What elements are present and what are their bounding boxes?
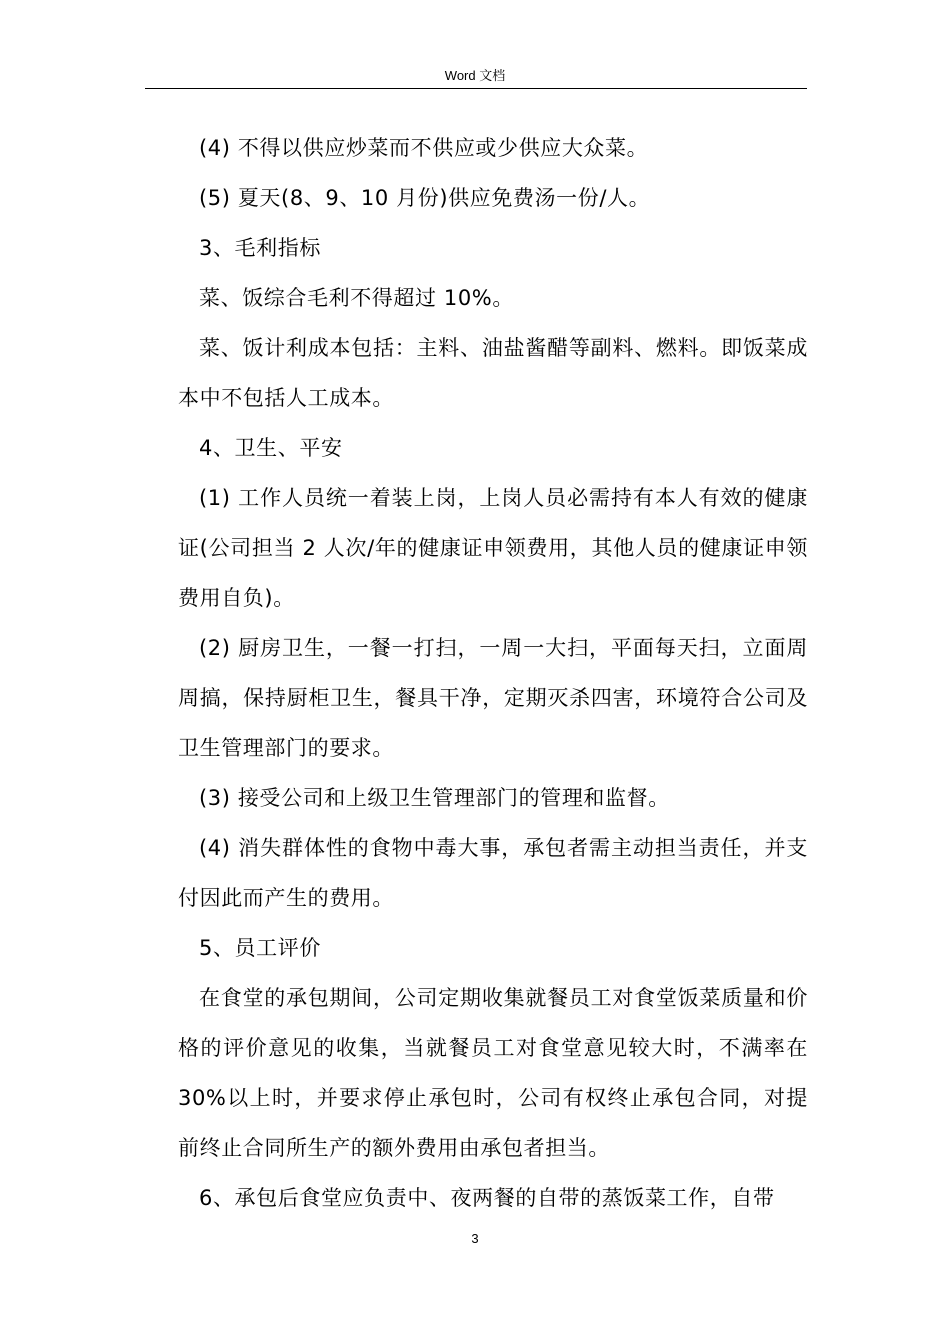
paragraph-item-5-free-soup: (5) 夏天(8、9、10 月份)供应免费汤一份/人。: [199, 186, 651, 210]
paragraph-staff-evaluation: 在食堂的承包期间，公司定期收集就餐员工对食堂饭菜质量和价格的评价意见的收集，当就餐员工对食堂意见较大时，不满率在 30%以上时，并要求停止承包时，公司有权终止承包合同，对提前终止合同所生产的额外费用由承包者担当。: [178, 986, 808, 1160]
paragraph-item-6-self-brought-meals: 6、承包后食堂应负责中、夜两餐的自带的蒸饭菜工作，自带: [199, 1186, 775, 1210]
paragraph-hygiene-item-3: (3) 接受公司和上级卫生管理部门的管理和监督。: [199, 786, 670, 810]
paragraph-cost-composition: 菜、饭计利成本包括：主料、油盐酱醋等副料、燃料。即饭菜成本中不包括人工成本。: [178, 336, 808, 410]
document-body: [178, 123, 808, 1223]
header-divider: [145, 88, 807, 89]
paragraph-hygiene-item-1: (1) 工作人员统一着装上岗，上岗人员必需持有本人有效的健康证(公司担当 2 人次/年的健康证申领费用，其他人员的健康证申领费用自负)。: [178, 486, 808, 610]
paragraph-gross-margin-limit: 菜、饭综合毛利不得超过 10%。: [199, 286, 514, 310]
section-heading-hygiene-safety: 4、卫生、平安: [199, 436, 343, 460]
paragraph-hygiene-item-2: (2) 厨房卫生，一餐一打扫，一周一大扫，平面每天扫，立面周周搞，保持厨柜卫生，餐具干净，定期灭杀四害，环境符合公司及卫生管理部门的要求。: [178, 636, 808, 760]
section-heading-gross-margin: 3、毛利指标: [199, 236, 321, 260]
page-header: Word 文档: [444, 68, 506, 83]
paragraph-item-4-no-stir-fry-only: (4) 不得以供应炒菜而不供应或少供应大众菜。: [199, 136, 649, 160]
page-number: 3: [471, 1231, 479, 1246]
section-heading-staff-evaluation: 5、员工评价: [199, 936, 321, 960]
paragraph-hygiene-item-4: (4) 消失群体性的食物中毒大事，承包者需主动担当责任，并支付因此而产生的费用。: [178, 836, 808, 910]
